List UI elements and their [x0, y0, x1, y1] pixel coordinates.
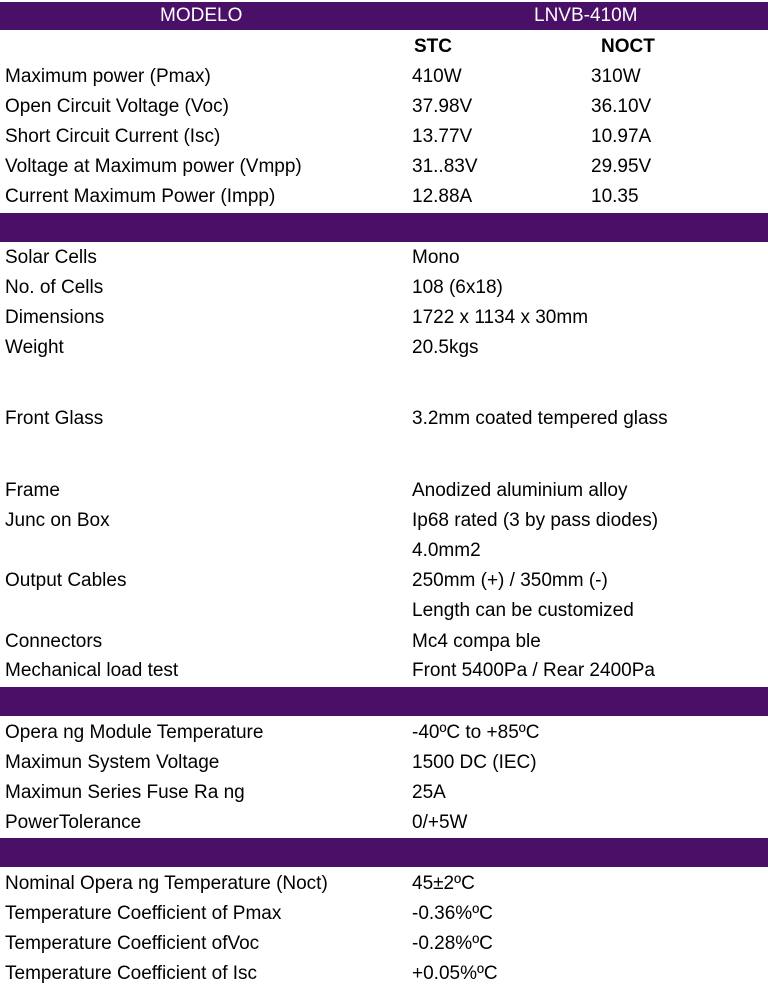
- table-row: [0, 152, 768, 182]
- table-row: [0, 122, 768, 152]
- row-label: Junc on Box: [5, 510, 110, 531]
- row-value: -0.36%ºC: [412, 903, 493, 924]
- table-row: [0, 778, 768, 808]
- table-row: [0, 869, 768, 899]
- row-value: Front 5400Pa / Rear 2400Pa: [412, 660, 655, 681]
- row-stc: 13.77V: [412, 126, 473, 147]
- table-row: [0, 404, 768, 434]
- col-stc: STC: [414, 36, 452, 57]
- row-value: Mono: [412, 247, 460, 268]
- row-value: 0/+5W: [412, 812, 468, 833]
- section-divider: [0, 687, 768, 716]
- row-stc: 410W: [412, 66, 462, 87]
- row-value: 1722 x 1134 x 30mm: [412, 307, 589, 328]
- table-row: [0, 627, 768, 657]
- col-noct: NOCT: [601, 36, 655, 57]
- table-row: [0, 476, 768, 506]
- section-divider: [0, 838, 768, 867]
- row-label: No. of Cells: [5, 277, 104, 298]
- row-value: 250mm (+) / 350mm (-): [412, 570, 608, 591]
- row-label: Dimensions: [5, 307, 105, 328]
- row-noct: 10.97A: [591, 126, 652, 147]
- row-label: Short Circuit Current (Isc): [5, 126, 221, 147]
- table-row: [0, 92, 768, 122]
- row-label: Temperature Coefficient ofVoc: [5, 933, 260, 954]
- row-value: -0.28%ºC: [412, 933, 493, 954]
- row-stc: 37.98V: [412, 96, 473, 117]
- table-row: [0, 656, 768, 686]
- row-label: Output Cables: [5, 570, 127, 591]
- table-row: [0, 959, 768, 989]
- table-row: [0, 566, 768, 596]
- row-value: 45±2ºC: [412, 873, 475, 894]
- row-stc: 12.88A: [412, 186, 473, 207]
- row-label: Frame: [5, 480, 60, 501]
- row-label: Temperature Coefficient of Isc: [5, 963, 258, 984]
- row-value: Mc4 compa ble: [412, 631, 541, 652]
- table-row: [0, 929, 768, 959]
- row-value: Ip68 rated (3 by pass diodes): [412, 510, 659, 531]
- row-label: Maximun System Voltage: [5, 752, 220, 773]
- row-value: Anodized aluminium alloy: [412, 480, 628, 501]
- row-noct: 29.95V: [591, 156, 652, 177]
- table-row: [0, 536, 768, 566]
- row-value: -40ºC to +85ºC: [412, 722, 540, 743]
- table-row: [0, 243, 768, 273]
- row-label: Open Circuit Voltage (Voc): [5, 96, 229, 117]
- row-label: Weight: [5, 337, 64, 358]
- header-bar: [0, 2, 768, 30]
- row-label: Maximun Series Fuse Ra ng: [5, 782, 245, 803]
- table-row: [0, 808, 768, 838]
- row-label: Current Maximum Power (Impp): [5, 186, 276, 207]
- table-row: [0, 899, 768, 929]
- row-label: Temperature Coefficient of Pmax: [5, 903, 282, 924]
- row-value: 3.2mm coated tempered glass: [412, 408, 668, 429]
- row-value: 25A: [412, 782, 446, 803]
- row-noct: 36.10V: [591, 96, 652, 117]
- header-label: MODELO: [160, 5, 243, 26]
- row-value: Length can be customized: [412, 600, 634, 621]
- row-stc: 31..83V: [412, 156, 478, 177]
- row-label: PowerTolerance: [5, 812, 142, 833]
- row-value: 1500 DC (IEC): [412, 752, 537, 773]
- table-row: [0, 273, 768, 303]
- table-row: [0, 303, 768, 333]
- table-row: [0, 748, 768, 778]
- row-label: Opera ng Module Temperature: [5, 722, 264, 743]
- row-label: Maximum power (Pmax): [5, 66, 211, 87]
- row-label: Connectors: [5, 631, 103, 652]
- table-row: [0, 506, 768, 536]
- header-model: LNVB-410M: [534, 5, 638, 26]
- row-value: 4.0mm2: [412, 540, 481, 561]
- row-label: Mechanical load test: [5, 660, 179, 681]
- row-label: Nominal Opera ng Temperature (Noct): [5, 873, 328, 894]
- row-noct: 310W: [591, 66, 641, 87]
- row-value: +0.05%ºC: [412, 963, 498, 984]
- table-row: [0, 596, 768, 626]
- table-row: [0, 62, 768, 92]
- row-noct: 10.35: [591, 186, 639, 207]
- table-row: [0, 718, 768, 748]
- column-headers: [0, 32, 768, 62]
- row-label: Solar Cells: [5, 247, 97, 268]
- row-label: Voltage at Maximum power (Vmpp): [5, 156, 302, 177]
- section-divider: [0, 213, 768, 242]
- table-row: [0, 333, 768, 363]
- row-value: 20.5kgs: [412, 337, 479, 358]
- table-row: [0, 182, 768, 212]
- row-label: Front Glass: [5, 408, 104, 429]
- row-value: 108 (6x18): [412, 277, 503, 298]
